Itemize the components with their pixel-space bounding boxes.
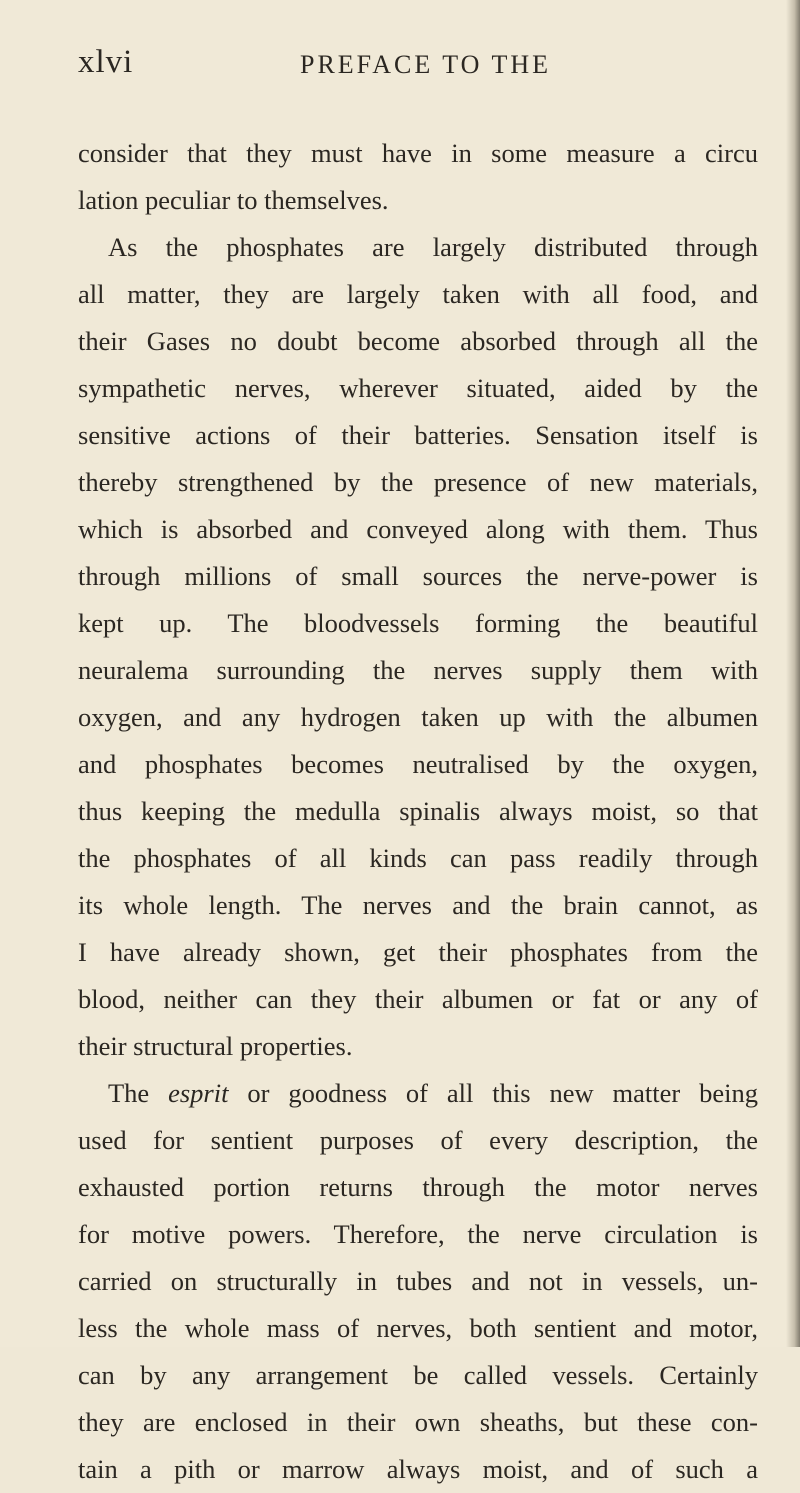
text-line: all matter, they are largely taken with all food, and <box>78 279 758 309</box>
page-number: xlvi <box>78 44 134 80</box>
running-head <box>78 44 748 94</box>
text-line: I have already shown, get their phosphates from the <box>78 937 758 967</box>
text-line: for motive powers. Therefore, the nerve circulation is <box>78 1219 758 1249</box>
text-line: thereby strengthened by the presence of new materials, <box>78 467 758 497</box>
text-line: oxygen, and any hydrogen taken up with the albumen <box>78 702 758 732</box>
text-line: and phosphates becomes neutralised by the oxygen, <box>78 749 758 779</box>
text-line: its whole length. The nerves and the brain cannot, as <box>78 890 758 920</box>
text-line: sensitive actions of their batteries. Sensation itself is <box>78 420 758 450</box>
text-line: blood, neither can they their albumen or fat or any of <box>78 984 758 1014</box>
text-line: neuralema surrounding the nerves supply them with <box>78 655 758 685</box>
text-line: through millions of small sources the nerve-power is <box>78 561 758 591</box>
text-line <box>78 1070 758 1117</box>
text-line: tain a pith or marrow always moist, and of such a <box>78 1454 758 1484</box>
text-line: thus keeping the medulla spinalis always moist, so that <box>78 796 758 826</box>
page-edge-shadow <box>786 0 800 1347</box>
text-line: consider that they must have in some measure a circu <box>78 138 758 168</box>
text-line: used for sentient purposes of every description, the <box>78 1125 758 1155</box>
text-line: sympathetic nerves, wherever situated, aided by the <box>78 373 758 403</box>
text-line: As the phosphates are largely distributed through <box>108 232 758 262</box>
text-run: The <box>108 1078 169 1108</box>
italic-word: esprit <box>168 1078 229 1108</box>
text-line: less the whole mass of nerves, both sentient and motor, <box>78 1313 758 1343</box>
text-line: which is absorbed and conveyed along with them. Thus <box>78 514 758 544</box>
text-line: lation peculiar to themselves. <box>78 185 389 215</box>
text-line: their structural properties. <box>78 1031 353 1061</box>
text-line: exhausted portion returns through the motor nerves <box>78 1172 758 1202</box>
text-run: or goodness of all this new matter being <box>228 1078 758 1108</box>
body-text <box>78 130 758 1493</box>
text-line: the phosphates of all kinds can pass readily through <box>78 843 758 873</box>
running-title: PREFACE TO THE <box>300 50 552 79</box>
text-line: kept up. The bloodvessels forming the beautiful <box>78 608 758 638</box>
text-line: they are enclosed in their own sheaths, but these con- <box>78 1407 758 1437</box>
text-line: their Gases no doubt become absorbed through all the <box>78 326 758 356</box>
text-line: carried on structurally in tubes and not in vessels, un- <box>78 1266 758 1296</box>
text-line: can by any arrangement be called vessels. Certainly <box>78 1360 758 1390</box>
